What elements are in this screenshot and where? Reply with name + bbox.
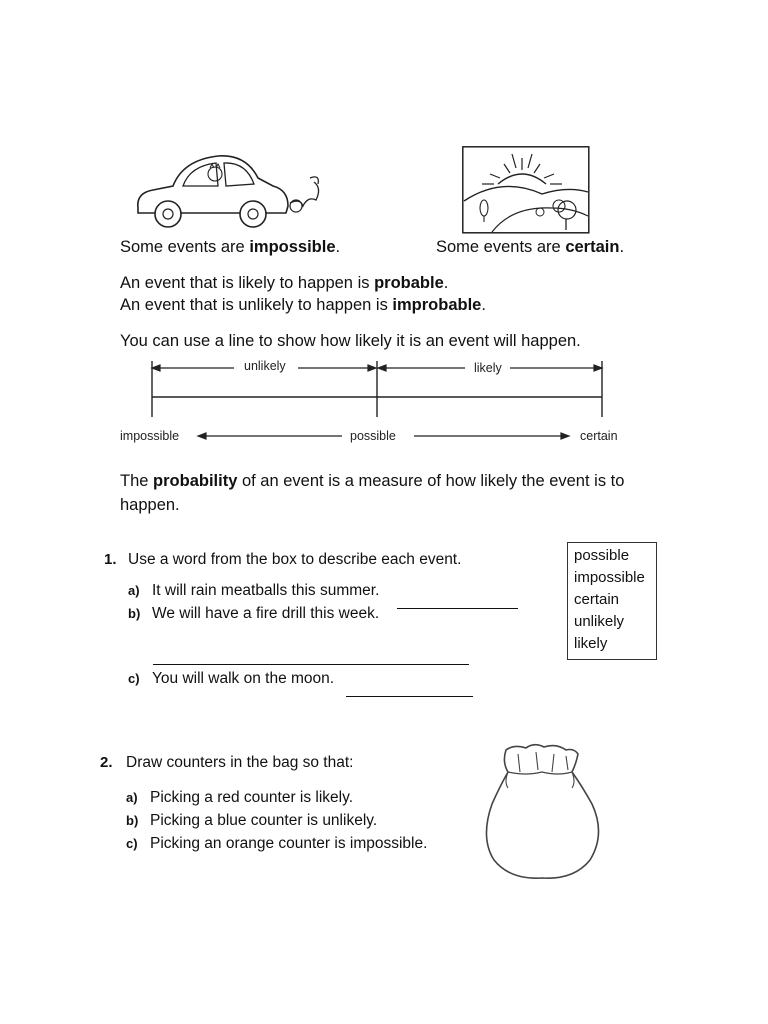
word-box bbox=[567, 542, 657, 660]
probability-definition: The probability of an event is a measure of how likely the event is to bbox=[120, 472, 625, 490]
q2-prompt: 2. Draw counters in the bag so that: bbox=[100, 754, 354, 771]
probability-definition-cont: happen. bbox=[120, 496, 180, 514]
q1-item-c: c) You will walk on the moon. bbox=[128, 670, 335, 687]
bag-illustration[interactable] bbox=[478, 742, 608, 882]
impossible-caption: Some events are impossible. bbox=[120, 238, 341, 256]
q1-prompt: 1. Use a word from the box to describe each event. bbox=[104, 551, 462, 568]
line-intro-text: You can use a line to show how likely it is an event will happen. bbox=[120, 332, 581, 350]
word-box-item: likely bbox=[574, 635, 608, 652]
word-box-item: unlikely bbox=[574, 613, 625, 630]
impossible-label: impossible bbox=[120, 429, 180, 443]
word-box-item: impossible bbox=[574, 569, 645, 586]
q1-answer-b[interactable] bbox=[153, 652, 469, 670]
q2-item-c: c) Picking an orange counter is impossible. bbox=[126, 835, 428, 852]
q1-answer-c[interactable] bbox=[346, 684, 473, 702]
q1-item-b: b) We will have a fire drill this week. bbox=[128, 605, 380, 622]
q2-item-b: b) Picking a blue counter is unlikely. bbox=[126, 812, 378, 829]
certain-caption: Some events are certain. bbox=[436, 238, 625, 256]
word-box-item: certain bbox=[574, 591, 620, 608]
sun-landscape-illustration bbox=[462, 146, 590, 234]
car-illustration bbox=[128, 148, 328, 233]
possible-label: possible bbox=[350, 429, 396, 443]
improbable-definition: An event that is unlikely to happen is improbable. bbox=[120, 296, 486, 314]
q1-item-a: a) It will rain meatballs this summer. bbox=[128, 582, 380, 599]
probable-definition: An event that is likely to happen is probable. bbox=[120, 274, 449, 292]
q1-answer-a[interactable] bbox=[397, 596, 518, 614]
certain-label: certain bbox=[580, 429, 618, 443]
unlikely-label: unlikely bbox=[244, 359, 286, 373]
q2-item-a: a) Picking a red counter is likely. bbox=[126, 789, 354, 806]
likely-label: likely bbox=[474, 361, 502, 375]
word-box-item: possible bbox=[574, 547, 630, 564]
